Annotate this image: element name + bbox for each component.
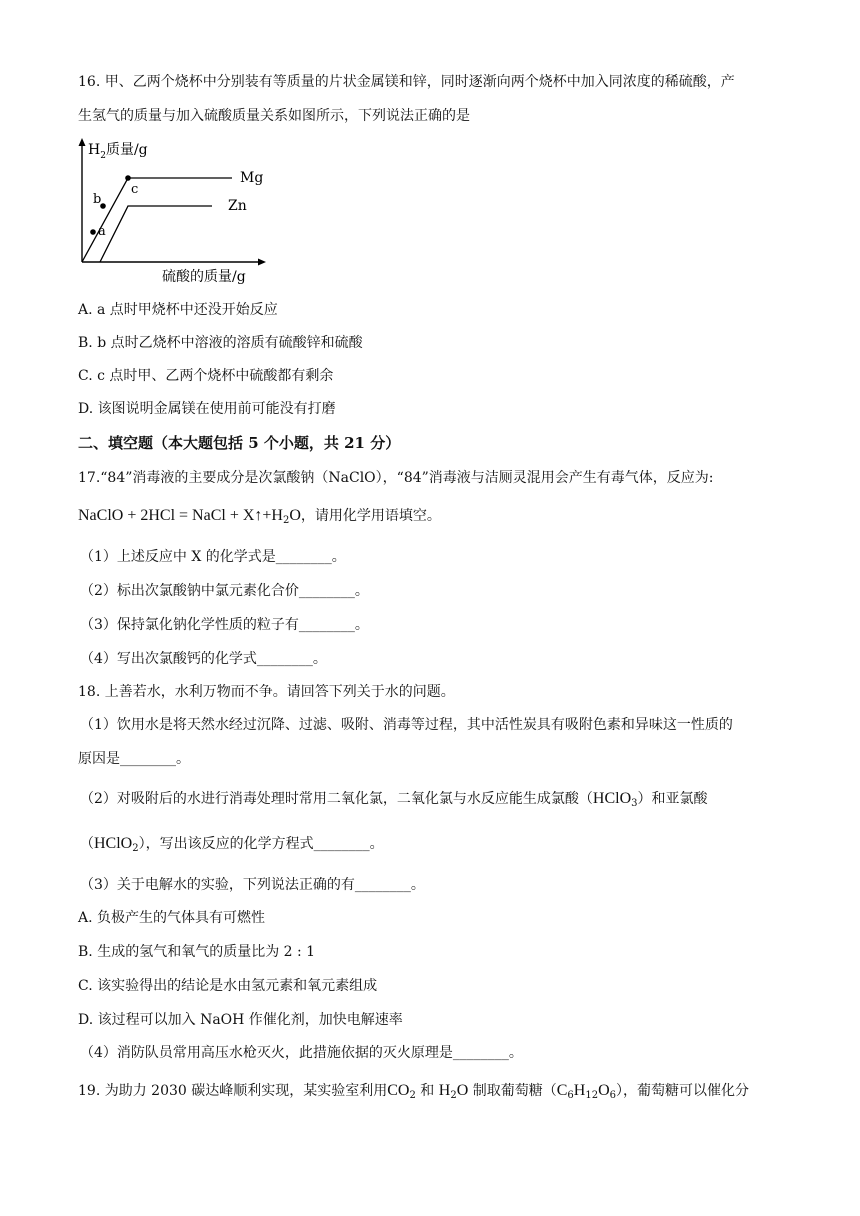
q16-stem-line2: 生氢气的质量与加入硫酸质量关系如图所示，下列说法正确的是 [78,108,470,124]
q17-part-4: （4）写出次氯酸钙的化学式________。 [80,651,327,667]
zn-line [100,206,212,262]
q19-glucose-c-sub: 6 [567,1090,574,1101]
q19-h2o-h: H [438,1082,451,1099]
q17-stem-line1: 17.“84”消毒液的主要成分是次氯酸钠（NaClO），“84”消毒液与洁厕灵混用会产生有毒气体，反应为: [78,470,714,486]
q17-part-3: （3）保持氯化钠化学性质的粒子有________。 [80,617,369,633]
q16-option-b: B. b 点时乙烧杯中溶液的溶质有硫酸锌和硫酸 [78,335,363,351]
q19-co2: CO [387,1082,410,1099]
q18-option-b: B. 生成的氢气和氧气的质量比为 2 : 1 [78,944,316,960]
y-axis-label: $H_2$质量/g [88,142,148,161]
section-heading: 二、填空题（本大题包括 5 个小题，共 21 分） [78,434,401,452]
q19-co2-sub: 2 [409,1090,416,1101]
q18-stem: 18. 上善若水，水利万物而不争。请回答下列关于水的问题。 [78,684,455,700]
q17-part-2: （2）标出次氯酸钠中氯元素化合价________。 [80,583,369,599]
q17-eq-right: O [289,507,301,524]
mg-line [82,178,232,262]
q18-part1-line1: （1）饮用水是将天然水经过沉降、过滤、吸附、消毒等过程，其中活性炭具有吸附色素和异味这一性质的 [80,717,733,733]
q18-part4: （4）消防队员常用高压水枪灭火，此措施依据的灭火原理是________。 [80,1045,523,1061]
point-a-label: a [98,224,106,239]
q19-h2o-sub: 2 [450,1090,457,1101]
q18-p2-text-a: （2）对吸附后的水进行消毒处理时常用二氧化氯，二氧化氯与水反应能生成氯酸（ [80,791,593,807]
q19-glucose-h: H [573,1082,586,1099]
q18-option-c: C. 该实验得出的结论是水由氢元素和氧元素组成 [78,978,378,994]
x-axis-label: 硫酸的质量/g [162,269,246,285]
q19-glucose-h-sub: 12 [585,1090,599,1101]
q16-option-d: D. 该图说明金属镁在使用前可能没有打磨 [78,401,336,417]
q18-part1-line2: 原因是________。 [78,751,190,767]
q17-eq-sub: 2 [282,515,290,526]
q18-option-a: A. 负极产生的气体具有可燃性 [78,910,266,926]
q18-p2-formula1-sub: 3 [631,798,638,809]
q19-glucose-o-sub: 6 [609,1090,616,1101]
q19-text-b: 和 [415,1083,439,1099]
q16-option-c: C. c 点时甲、乙两个烧杯中硫酸都有剩余 [78,368,334,384]
point-c [125,175,131,181]
q18-part2-line2 [80,834,384,859]
q18-part3: （3）关于电解水的实验，下列说法正确的有________。 [80,877,425,893]
point-c-label: c [131,182,139,197]
q19-h2o-o: O [456,1082,469,1099]
q18-p2-text-b: ）和亚氯酸 [637,791,708,807]
q17-equation [78,506,441,531]
q17-eq-tail: ，请用化学用语填空。 [300,508,441,524]
point-a [90,229,96,235]
q16-option-a: A. a 点时甲烧杯中还没开始反应 [78,302,278,318]
q18-p2-text-c: （ [80,836,94,852]
zn-label: Zn [228,198,247,214]
q18-p2-formula1: HClO [592,790,632,807]
q19-text-d: ），葡萄糖可以催化分 [616,1083,749,1099]
hydrogen-mass-graph [62,136,292,286]
q18-p2-formula2-sub: 2 [132,843,139,854]
q18-p2-text-d: ），写出该反应的化学方程式________。 [138,836,384,852]
q18-p2-formula2: HClO [94,835,133,852]
q18-part2-line1 [80,789,708,814]
q16-stem-line1: 16. 甲、乙两个烧杯中分别装有等质量的片状金属镁和锌，同时逐渐向两个烧杯中加入同浓度的稀硫酸，产 [78,74,735,90]
x-axis-arrow [258,259,266,266]
q19-text-c: 制取葡萄糖（ [468,1083,557,1099]
q18-option-d: D. 该过程可以加入 NaOH 作催化剂，加快电解速率 [78,1012,403,1028]
q19-glucose-o: O [598,1082,610,1099]
q19-text-a: 19. 为助力 2030 碳达峰顺利实现，某实验室利用 [78,1083,388,1099]
q17-eq-left: NaClO + 2HCl = NaCl + X↑+H [78,507,283,524]
q17-part-1: （1）上述反应中 X 的化学式是________。 [80,549,346,565]
mg-label: Mg [240,170,264,186]
y-axis-arrow [79,138,86,146]
point-b-label: b [93,192,102,207]
q19-stem [78,1081,749,1106]
q19-glucose-c: C [556,1082,568,1099]
